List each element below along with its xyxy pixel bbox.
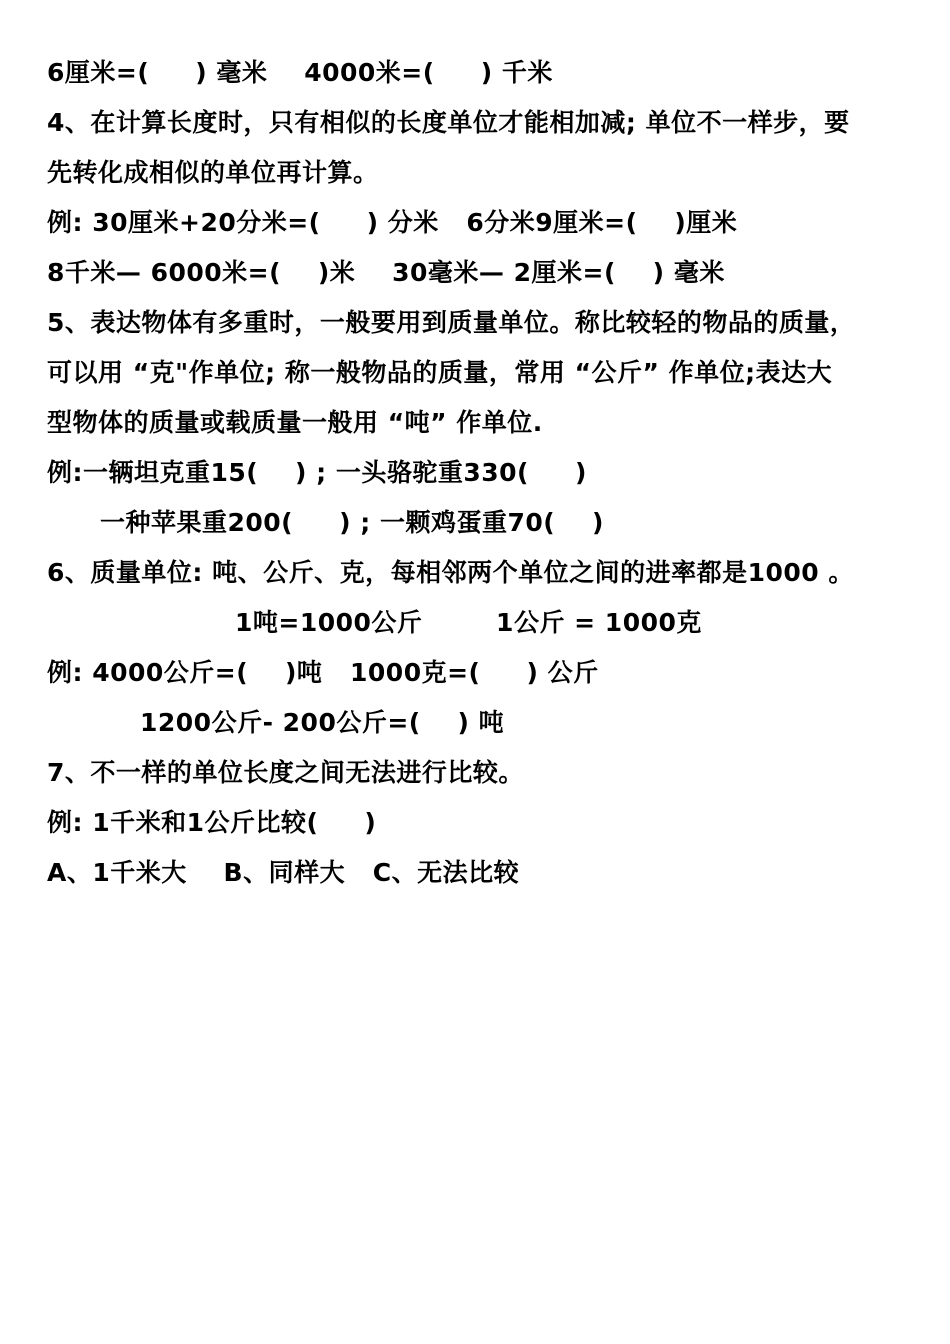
text-line: 例: 30厘米+20分米=( ) 分米 6分米9厘米=( )厘米 — [47, 208, 738, 237]
text-line: 6、质量单位: 吨、公斤、克，每相邻两个单位之间的进率都是1000 。 — [47, 558, 854, 587]
text-line: 型物体的质量或载质量一般用 “吨” 作单位. — [47, 408, 543, 437]
text-line: 例: 1千米和1公斤比较( ) — [47, 808, 377, 837]
text-line: 8千米— 6000米=( )米 30毫米— 2厘米=( ) 毫米 — [47, 258, 725, 287]
text-line: 可以用 “克"作单位; 称一般物品的质量，常用 “公斤” 作单位;表达大 — [47, 358, 833, 387]
text-line: 4、在计算长度时，只有相似的长度单位才能相加减; 单位不一样步，要 — [47, 108, 850, 137]
text-line: 1200公斤- 200公斤=( ) 吨 — [140, 708, 505, 737]
text-line: 1吨=1000公斤 1公斤 = 1000克 — [235, 608, 702, 637]
text-line: 例: 4000公斤=( )吨 1000克=( ) 公斤 — [47, 658, 599, 687]
text-line: 6厘米=( ) 毫米 4000米=( ) 千米 — [47, 58, 553, 87]
text-line: A、1千米大 B、同样大 C、无法比较 — [47, 858, 520, 887]
text-line: 先转化成相似的单位再计算。 — [47, 158, 379, 187]
text-line: 7、不一样的单位长度之间无法进行比较。 — [47, 758, 524, 787]
text-line: 一种苹果重200( ) ; 一颗鸡蛋重70( ) — [100, 508, 604, 537]
text-line: 5、表达物体有多重时，一般要用到质量单位。称比较轻的物品的质量， — [47, 308, 856, 337]
text-line: 例:一辆坦克重15( ) ; 一头骆驼重330( ) — [47, 458, 587, 487]
